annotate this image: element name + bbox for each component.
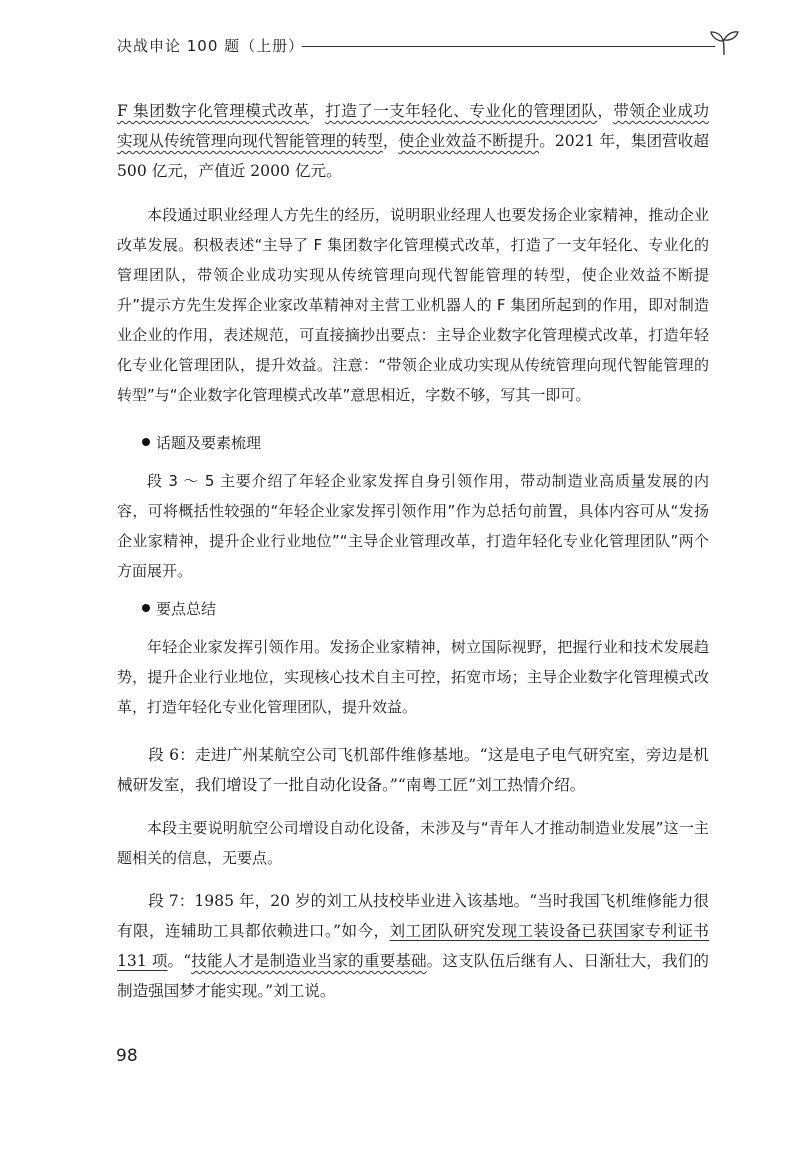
header-rule [302, 46, 715, 47]
wavy-underline-text: F 集团数字化管理模式改革 [117, 102, 310, 120]
paragraph-fragment: F 集团数字化管理模式改革，打造了一支年轻化、专业化的管理团队，带领企业成功实现从传统管理向现代智能管理的转型，使企业效益不断提升。2021 年，集团营收超 500 亿元，产值近 2000 亿元。 [117, 102, 709, 180]
analysis-paragraph: 本段通过职业经理人方先生的经历，说明职业经理人也要发扬企业家精神，推动企业改革发展。积极表述“主导了 F 集团数字化管理模式改革，打造了一支年轻化、专业化的管理团队，带领企业成功实现从传统管理向现代智能管理的转型，使企业效益不断提升”提示方先生发挥企业家改革精神对主营工业机器人的 F 集团所起到的作用，即对制造业企业的作用，表述规范，可直接摘抄出要点：主导企业数字化管理模式改革，打造年轻化专业化管理团队，提升效益。注意：“带领企业成功实现从传统管理向现代智能管理的转型”与“企业数字化管理模式改革”意思相近，字数不够，写其一即可。 [117, 206, 709, 404]
book-title: 决战申论 100 题（上册） [117, 37, 305, 55]
page-number: 98 [116, 1046, 138, 1066]
wavy-underline-text: 带领企业成功实现从传统管理向现代智能管理的转型 [117, 102, 709, 150]
running-header [117, 33, 737, 59]
wavy-underline-text: 使企业效益不断提升 [398, 132, 540, 150]
bullet-heading-summary: 要点总结 [142, 594, 216, 624]
wavy-underline-text: 打造了一支年轻化、专业化的管理团队 [325, 102, 598, 120]
analysis-paragraph-6: 本段主要说明航空公司增设自动化设备，未涉及与“青年人才推动制造业发展”这一主题相关的信息，无要点。 [117, 819, 709, 867]
bullet-icon [142, 604, 150, 612]
bullet-heading-topic: 话题及要素梳理 [142, 428, 261, 458]
source-paragraph-7: 段 7：1985 年，20 岁的刘工从技校毕业进入该基地。“当时我国飞机维修能力很有限，连辅助工具都依赖进口。”如今，刘工团队研究发现工装设备已获国家专利证书 131 项。“技能人才是制造业当家的重要基础。这支队伍后继有人、日渐壮大，我们的制造强国梦才能实现。”刘工说。 [117, 892, 709, 1000]
bullet-icon [142, 438, 150, 446]
underlined-text: 刘工团队研究发现工装设备已获国家专利证书 131 项 [117, 922, 709, 970]
wavy-underline-text: 技能人才是制造业当家的重要基础 [191, 952, 427, 970]
summary-paragraph: 年轻企业家发挥引领作用。发扬企业家精神，树立国际视野，把握行业和技术发展趋势，提升企业行业地位，实现核心技术自主可控，拓宽市场；主导企业数字化管理模式改革，打造年轻化专业化管理团队，提升效益。 [117, 638, 709, 716]
topic-paragraph: 段 3 ～ 5 主要介绍了年轻企业家发挥自身引领作用，带动制造业高质量发展的内容，可将概括性较强的“年轻企业家发挥引领作用”作为总括句前置，具体内容可从“发扬企业家精神，提升企业行业地位”“主导企业管理改革，打造年轻化专业化管理团队”两个方面展开。 [117, 472, 709, 580]
source-paragraph-6: 段 6：走进广州某航空公司飞机部件维修基地。“这是电子电气研究室，旁边是机械研发室，我们增设了一批自动化设备。”“南粤工匠”刘工热情介绍。 [117, 746, 709, 794]
sprout-icon [707, 29, 741, 57]
